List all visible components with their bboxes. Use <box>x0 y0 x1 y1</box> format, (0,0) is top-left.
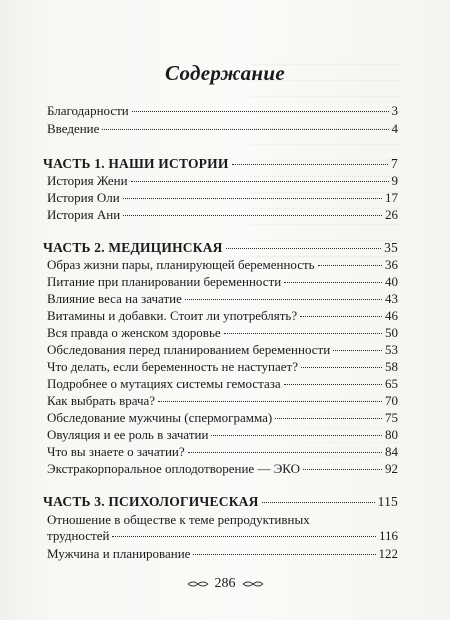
dot-leader <box>303 469 382 470</box>
toc-entry-title: Что делать, если беременность не наступает? <box>47 359 298 374</box>
toc-entry <box>47 257 398 273</box>
dot-leader <box>301 367 382 368</box>
dot-leader <box>284 384 382 385</box>
toc-entry-page: 43 <box>385 291 398 306</box>
toc-entry <box>47 342 398 358</box>
dot-leader <box>224 333 382 334</box>
toc-entry-page: 80 <box>385 427 398 442</box>
dot-leader <box>185 299 382 300</box>
toc-entry-title: История Ани <box>47 207 121 222</box>
toc-part-heading <box>43 494 398 510</box>
toc-entry-page: 7 <box>391 156 398 171</box>
toc-entry <box>47 207 398 223</box>
toc-entry-title: Как выбрать врача? <box>47 393 156 408</box>
toc-entry-page: 84 <box>385 444 398 459</box>
toc-entry-title: Витамины и добавки. Стоит ли употреблять? <box>47 308 298 323</box>
toc-entry-title: Обследование мужчины (спермограмма) <box>47 410 273 425</box>
toc-entry-title: Вся правда о женском здоровье <box>47 325 221 340</box>
toc-entry <box>47 121 398 137</box>
page-title: Содержание <box>165 61 285 85</box>
toc-entry-page: 92 <box>385 461 398 476</box>
toc-entry-page: 36 <box>385 257 398 272</box>
toc-entry-page: 4 <box>391 121 398 136</box>
page-footer <box>0 576 450 592</box>
toc-entry-title: Обследования перед планированием беременности <box>47 342 331 357</box>
dot-leader <box>211 435 382 436</box>
toc-entry <box>47 444 398 460</box>
toc-entry-title: Экстракорпоральное оплодотворение — ЭКО <box>47 461 301 476</box>
dot-leader <box>132 111 389 112</box>
toc-entry-title: Питание при планировании беременности <box>47 274 282 289</box>
toc-entry-title: Введение <box>47 121 100 136</box>
toc-entry-page: 115 <box>377 494 398 509</box>
dot-leader <box>275 418 382 419</box>
toc-entry-page: 70 <box>385 393 398 408</box>
toc-entry <box>47 546 398 562</box>
toc-entry-title-continued: трудностей <box>47 528 110 543</box>
dot-leader <box>284 282 382 283</box>
dot-leader <box>123 215 382 216</box>
toc-entry <box>47 173 398 189</box>
toc-entry-page: 40 <box>385 274 398 289</box>
left-ornament-icon <box>187 580 209 588</box>
dot-leader <box>193 554 375 555</box>
toc-entry <box>47 103 398 119</box>
toc-entry <box>47 325 398 341</box>
dot-leader <box>262 502 375 503</box>
dot-leader <box>300 316 382 317</box>
dot-leader <box>123 198 382 199</box>
toc-entry <box>47 274 398 290</box>
toc-entry <box>47 359 398 375</box>
toc-entry-page: 26 <box>385 207 398 222</box>
toc-entry-title: Мужчина и планирование <box>47 546 191 561</box>
toc-entry-page: 17 <box>385 190 398 205</box>
toc-entry <box>47 393 398 409</box>
dot-leader <box>188 452 382 453</box>
toc-entry <box>47 427 398 443</box>
toc-entry <box>47 308 398 324</box>
toc-entry-title: ЧАСТЬ 2. МЕДИЦИНСКАЯ <box>43 240 223 255</box>
toc-entry-continuation <box>47 528 398 544</box>
dot-leader <box>318 265 382 266</box>
toc-entry-title: ЧАСТЬ 1. НАШИ ИСТОРИИ <box>43 156 229 171</box>
dot-leader <box>333 350 382 351</box>
toc-entry-page: 53 <box>385 342 398 357</box>
toc-entry-title: Благодарности <box>47 103 129 118</box>
toc-entry-title: Подробнее о мутациях системы гемостаза <box>47 376 281 391</box>
toc-entry-page: 9 <box>391 173 398 188</box>
toc-entry-page: 65 <box>385 376 398 391</box>
toc-entry-title: История Оли <box>47 190 120 205</box>
toc-entry-page: 3 <box>391 103 398 118</box>
toc-entry-title: История Жени <box>47 173 128 188</box>
dot-leader <box>131 181 389 182</box>
toc-part-heading <box>43 240 398 256</box>
toc-entry-title: Влияние веса на зачатие <box>47 291 182 306</box>
toc-entry <box>47 291 398 307</box>
dot-leader <box>112 536 376 537</box>
right-ornament-icon <box>242 580 264 588</box>
dot-leader <box>226 248 381 249</box>
toc-entry-title: Что вы знаете о зачатии? <box>47 444 185 459</box>
toc-entry-page: 75 <box>385 410 398 425</box>
toc-entry-page: 50 <box>385 325 398 340</box>
toc-entry <box>47 190 398 206</box>
toc-entry-page: 46 <box>385 308 398 323</box>
toc-entry-page: 122 <box>378 546 398 561</box>
toc-part-heading <box>43 156 398 172</box>
dot-leader <box>102 129 388 130</box>
toc-entry <box>47 461 398 477</box>
toc-entry-page: 116 <box>378 528 398 543</box>
toc-entry-title: ЧАСТЬ 3. ПСИХОЛОГИЧЕСКАЯ <box>43 494 259 509</box>
toc-entry-page: 35 <box>384 240 398 255</box>
toc-entry-title: Образ жизни пары, планирующей беременность <box>47 257 315 272</box>
toc-entry-page: 58 <box>385 359 398 374</box>
toc-entry <box>47 376 398 392</box>
page-number: 286 <box>214 576 236 591</box>
toc-entry-title: Овуляция и ее роль в зачатии <box>47 427 209 442</box>
dot-leader <box>232 164 389 165</box>
toc-entry <box>47 410 398 426</box>
toc-entry <box>47 512 398 544</box>
toc-entry-title: Отношение в обществе к теме репродуктивных <box>47 512 310 527</box>
dot-leader <box>158 401 382 402</box>
